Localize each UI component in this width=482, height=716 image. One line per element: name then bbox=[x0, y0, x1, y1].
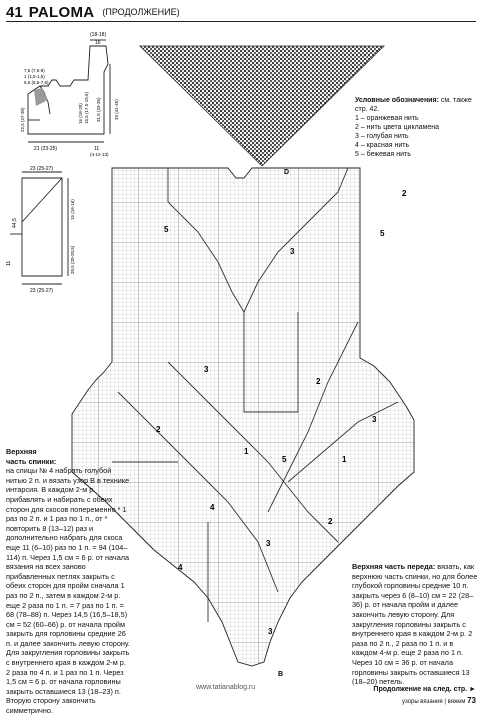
legend-item-5: 5 – бежевая нить bbox=[355, 151, 411, 158]
continued-note: Продолжение на след. стр. ► bbox=[373, 686, 476, 693]
zone-label: 5 bbox=[164, 225, 169, 234]
pattern-number: 41 bbox=[6, 3, 23, 21]
zone-label: 3 bbox=[290, 247, 295, 256]
dim-v1: 16 (18-20) bbox=[78, 103, 83, 124]
back-title-line2: часть спинки: bbox=[6, 456, 57, 466]
zone-label: 2 bbox=[316, 377, 321, 386]
sleeve-dim-top: 23 (25-27) bbox=[30, 166, 54, 172]
dim-s1: 7,5 (7,5-8) bbox=[24, 68, 45, 73]
zone-label: 4 bbox=[210, 503, 215, 512]
back-instructions bbox=[6, 447, 130, 716]
dim-bottom-c: (4-12-13) bbox=[90, 152, 109, 157]
chart-d-grid bbox=[140, 46, 384, 166]
zone-label: 5 bbox=[380, 229, 385, 238]
legend bbox=[355, 96, 475, 159]
header bbox=[6, 4, 180, 20]
dim-v3: 22,5 (27-30) bbox=[20, 107, 25, 132]
dim-v5: 31,5 (33-35) bbox=[96, 97, 101, 122]
watermark-url: www.tatianablog.ru bbox=[196, 684, 256, 691]
front-title: Верхняя часть переда: bbox=[352, 562, 436, 571]
zone-label: 2 bbox=[402, 189, 407, 198]
back-body: на спицы № 4 набрать голубой нитью 2 п. и вязать узор В в технике интарсия. В каждом 2-м р. прибавлять и набирать с обеих сторон для скосов попеременно * 1 раз по 2 п. и 1 раз по 1 п., от * повторить 8 (13–12) раз и дополнительно набрать для скоса еще 11 (6–10) раз по 1 п. = 94 (104–114) п. Через 1,5 см = 6 р. от начала вязания на всех заново прибавленных петлях закрыть с обеих сторон для пройм сначала 1 раз по 2 п., затем в каждом 2-м р. еще 2 раза по 1 п. = 7 раз по 1 п. = 68 (78–88) п. Через 14,5 (16,5–18,5) см = 52 (60–66) р. от начала пройм закрыть для горловины средние 26 п. и далее закончить левую сторону. Для закругления горловины закрыть с внутреннего края в каждом 2-м р. 2 раза по 4 п. и 1 раз по 1 п. Через 1,5 см = 6 р. от начала горловины закрыть оставшиеся 13 (18–23) п. Вторую сторону закончить симметрично. bbox=[6, 466, 130, 716]
legend-title: Условные обозначения: bbox=[355, 97, 439, 104]
continuation-label: (ПРОДОЛЖЕНИЕ) bbox=[102, 7, 180, 17]
zone-label: 2 bbox=[156, 425, 161, 434]
sleeve-dim-side: 11 bbox=[6, 260, 12, 266]
zone-label: 4 bbox=[178, 563, 183, 572]
zone-label: 1 bbox=[342, 455, 347, 464]
chart-d bbox=[138, 44, 388, 174]
dim-v2: 15,5 (17,5-19,5) bbox=[84, 91, 89, 124]
sleeve-dim-v1: 15 (16-16) bbox=[70, 199, 75, 220]
zone-label: 3 bbox=[268, 627, 273, 636]
dim-top-b: 16 bbox=[95, 40, 101, 46]
zone-label: 1 bbox=[244, 447, 249, 456]
legend-title-line2: стр. 42. bbox=[355, 106, 380, 113]
magazine-footer bbox=[402, 696, 476, 705]
shaded-shoulder bbox=[34, 88, 48, 106]
legend-item-2: 2 – нить цвета цикламена bbox=[355, 124, 440, 131]
legend-item-4: 4 – красная нить bbox=[355, 142, 410, 149]
legend-title-suffix: см. также bbox=[440, 97, 472, 104]
dim-bottom-a: 21 (23-25) bbox=[34, 146, 58, 152]
header-rule bbox=[6, 21, 476, 22]
dim-bottom-b: 11 bbox=[94, 146, 100, 152]
legend-item-1: 1 – оранжевая нить bbox=[355, 115, 419, 122]
dim-v6: 33 (41-45) bbox=[114, 99, 119, 120]
dim-s3: 6,5 (6,5-7,5) bbox=[24, 80, 49, 85]
zone-label: 2 bbox=[328, 517, 333, 526]
sleeve-dim-v2: 44,5 bbox=[12, 218, 18, 228]
back-title-line1: Верхняя bbox=[6, 447, 37, 456]
zone-label: 3 bbox=[204, 365, 209, 374]
sleeve-outline bbox=[22, 178, 62, 276]
front-body: вязать, как верхнюю часть спинки, но для более глубокой горловины средние 10 п. закрыть через 6 (8–10) см = 22 (28–36) р. от начала пройм и далее закончить левую сторону. Для закругления горловины закрыть с внутреннего края в каждом 2-м р. 2 раза по 2 п., 2 раза по 1 п. и в каждом 4-м р. еще 2 раза по 1 п. Через 10 см = 36 р. от начала горловины закрыть оставшиеся 13 (18–20) петель. bbox=[352, 562, 478, 687]
zone-label: 3 bbox=[372, 415, 377, 424]
pattern-title: PALOMA bbox=[28, 3, 95, 21]
legend-item-3: 3 – голубая нить bbox=[355, 133, 409, 140]
chart-b-label: B bbox=[278, 671, 284, 678]
magazine-name: узоры вязания | вяжем bbox=[401, 699, 466, 705]
dim-s2: 1 (1,5-1,5) bbox=[24, 74, 45, 79]
sleeve-dim-v3: 20,5 (20-20,5) bbox=[70, 245, 75, 274]
front-instructions bbox=[352, 562, 478, 687]
zone-label: 3 bbox=[266, 539, 271, 548]
dim-top-a: (18-18) bbox=[90, 32, 107, 38]
sleeve-dim-bottom: 23 (25-27) bbox=[30, 288, 54, 294]
zone-label: 5 bbox=[282, 455, 287, 464]
page-number: 73 bbox=[467, 696, 476, 705]
